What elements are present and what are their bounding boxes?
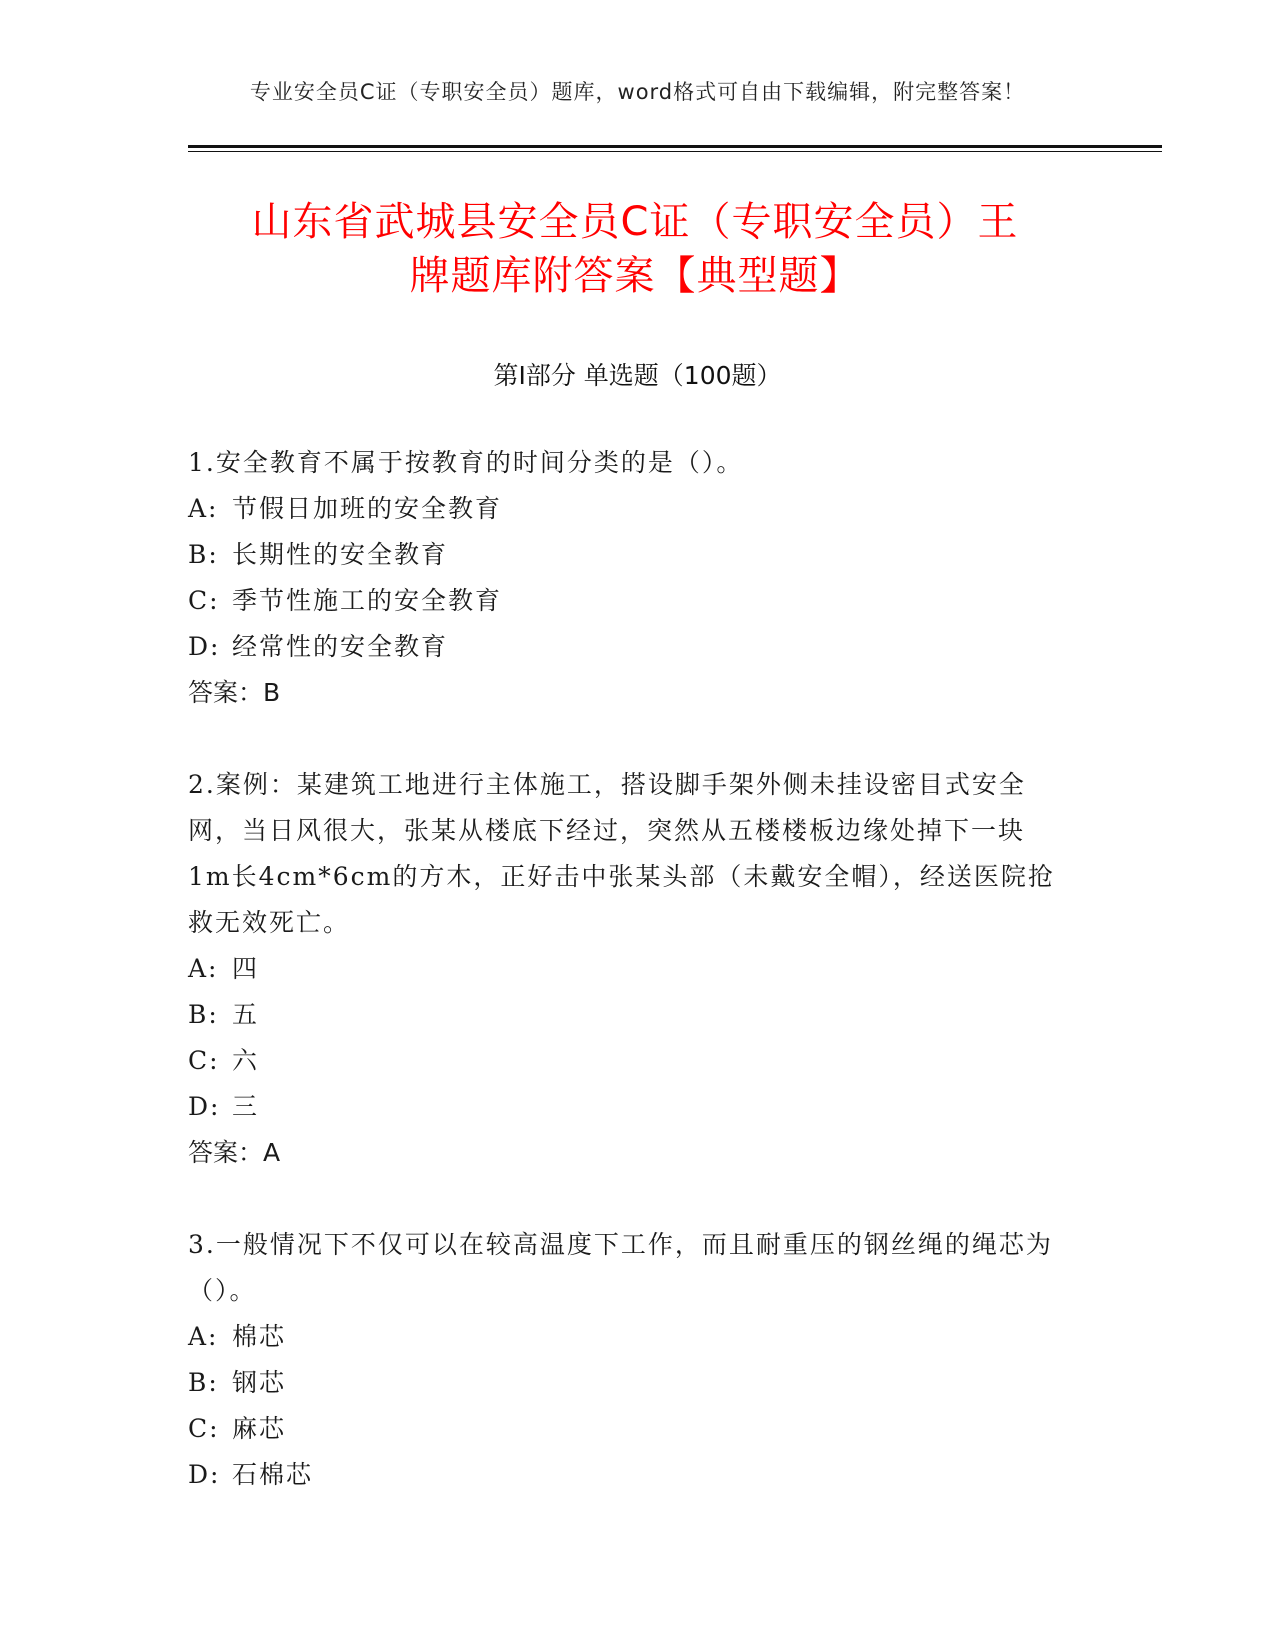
option-text: 钢芯: [232, 1368, 287, 1397]
option-text: 经常性的安全教育: [232, 632, 449, 661]
option-text: 石棉芯: [232, 1460, 314, 1489]
option-a: [188, 946, 1068, 992]
option-letter: C:: [188, 1046, 220, 1075]
option-letter: B:: [188, 1368, 219, 1397]
question-2: [188, 762, 1068, 1176]
question-3: [188, 1222, 1068, 1498]
question-list: [188, 440, 1068, 1498]
option-c: [188, 1406, 1068, 1452]
option-b: [188, 532, 1068, 578]
option-a: [188, 486, 1068, 532]
option-c: [188, 1038, 1068, 1084]
question-spacer: [188, 1176, 1068, 1222]
option-letter: A:: [188, 494, 219, 523]
option-text: 四: [232, 954, 260, 983]
option-letter: D:: [188, 632, 221, 661]
question-stem: 3.一般情况下不仅可以在较高温度下工作，而且耐重压的钢丝绳的绳芯为（）。: [188, 1230, 1053, 1305]
title-line-1: 山东省武城县安全员C证（专职安全员）王: [251, 199, 1019, 245]
option-letter: C:: [188, 1414, 220, 1443]
page-header: 专业安全员C证（专职安全员）题库，word格式可自由下载编辑，附完整答案！: [249, 80, 1026, 104]
option-c: [188, 578, 1068, 624]
answer: 答案：B: [188, 678, 281, 707]
option-text: 节假日加班的安全教育: [232, 494, 503, 523]
option-a: [188, 1314, 1068, 1360]
option-letter: D:: [188, 1092, 221, 1121]
header-rule-thin: [188, 151, 1162, 152]
option-text: 麻芯: [232, 1414, 287, 1443]
question-1: [188, 440, 1068, 716]
option-letter: A:: [188, 954, 219, 983]
option-text: 三: [232, 1092, 260, 1121]
option-letter: C:: [188, 586, 220, 615]
option-letter: A:: [188, 1322, 219, 1351]
question-stem: 2.案例：某建筑工地进行主体施工，搭设脚手架外侧未挂设密目式安全网，当日风很大，张某从楼底下经过，突然从五楼楼板边缘处掉下一块1m长4cm*6cm的方木，正好击中张某头部（未戴安全帽），经送医院抢救无效死亡。: [188, 770, 1055, 937]
question-stem: 1.安全教育不属于按教育的时间分类的是（）。: [188, 448, 744, 477]
option-b: [188, 992, 1068, 1038]
option-text: 季节性施工的安全教育: [232, 586, 503, 615]
option-text: 六: [232, 1046, 260, 1075]
option-d: [188, 1452, 1068, 1498]
option-text: 五: [232, 1000, 260, 1029]
option-d: [188, 624, 1068, 670]
header-rule-thick: [188, 145, 1162, 148]
option-letter: D:: [188, 1460, 221, 1489]
option-text: 长期性的安全教育: [232, 540, 449, 569]
option-text: 棉芯: [232, 1322, 287, 1351]
title-line-2: 牌题库附答案【典型题】: [409, 253, 861, 299]
document-title: [190, 195, 1080, 303]
option-b: [188, 1360, 1068, 1406]
answer: 答案：A: [188, 1138, 281, 1167]
option-d: [188, 1084, 1068, 1130]
option-letter: B:: [188, 540, 219, 569]
section-title: 第Ⅰ部分 单选题（100题）: [493, 361, 782, 390]
question-spacer: [188, 716, 1068, 762]
option-letter: B:: [188, 1000, 219, 1029]
